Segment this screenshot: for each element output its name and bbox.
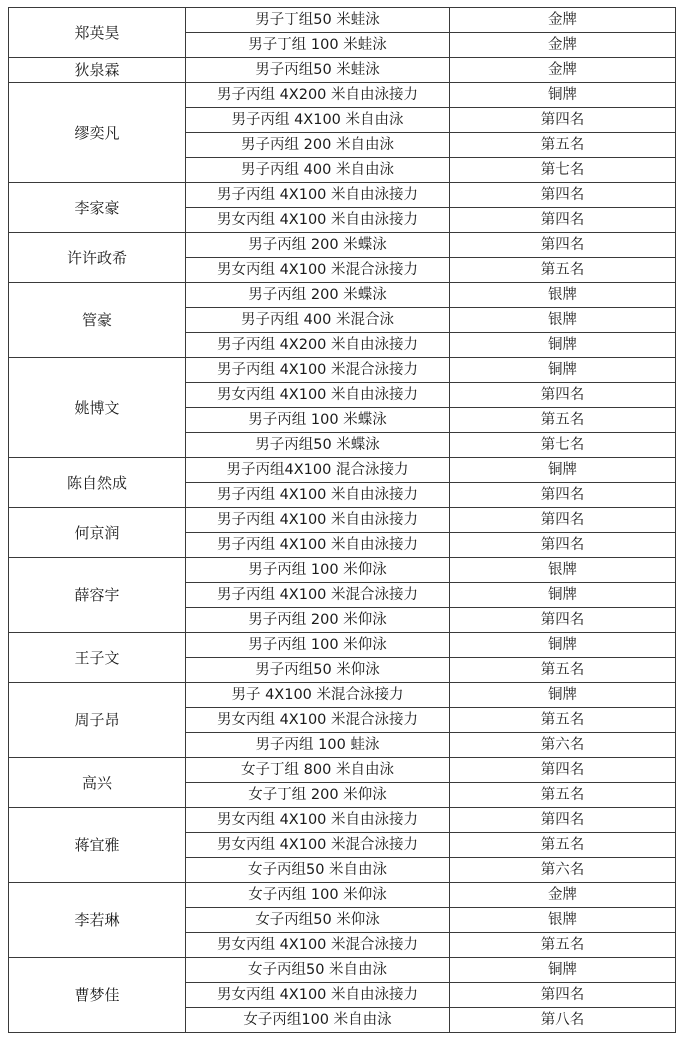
table-row xyxy=(9,58,676,83)
athlete-name: 管豪 xyxy=(9,283,186,358)
event-cell: 男子丙组 400 米自由泳 xyxy=(186,158,450,183)
event-cell: 男女丙组 4X100 米混合泳接力 xyxy=(186,708,450,733)
athlete-name: 狄泉霖 xyxy=(9,58,186,83)
event-cell: 男子丙组 4X200 米自由泳接力 xyxy=(186,333,450,358)
event-cell: 男子丙组 4X100 米自由泳 xyxy=(186,108,450,133)
event-cell: 男子丁组 100 米蛙泳 xyxy=(186,33,450,58)
table-row xyxy=(9,508,676,533)
event-cell: 男子丙组 200 米蝶泳 xyxy=(186,233,450,258)
event-cell: 男子丙组50 米蛙泳 xyxy=(186,58,450,83)
placement-cell: 第四名 xyxy=(450,383,676,408)
placement-cell: 第四名 xyxy=(450,533,676,558)
table-row xyxy=(9,558,676,583)
placement-cell: 铜牌 xyxy=(450,358,676,383)
placement-cell: 铜牌 xyxy=(450,958,676,983)
placement-cell: 第五名 xyxy=(450,408,676,433)
placement-cell: 第四名 xyxy=(450,608,676,633)
event-cell: 男女丙组 4X100 米自由泳接力 xyxy=(186,208,450,233)
placement-cell: 第四名 xyxy=(450,808,676,833)
event-cell: 男子丙组 200 米蝶泳 xyxy=(186,283,450,308)
placement-cell: 金牌 xyxy=(450,883,676,908)
placement-cell: 第四名 xyxy=(450,183,676,208)
athlete-name: 何京润 xyxy=(9,508,186,558)
athlete-name: 缪奕凡 xyxy=(9,83,186,183)
athlete-name: 高兴 xyxy=(9,758,186,808)
table-row xyxy=(9,958,676,983)
event-cell: 男子丙组 100 米仰泳 xyxy=(186,633,450,658)
athlete-name: 陈自然成 xyxy=(9,458,186,508)
event-cell: 男子丙组 4X100 米混合泳接力 xyxy=(186,583,450,608)
event-cell: 女子丁组 800 米自由泳 xyxy=(186,758,450,783)
event-cell: 男子丙组 100 蛙泳 xyxy=(186,733,450,758)
placement-cell: 第六名 xyxy=(450,733,676,758)
placement-cell: 第六名 xyxy=(450,858,676,883)
event-cell: 男子丙组50 米仰泳 xyxy=(186,658,450,683)
athlete-name: 曹梦佳 xyxy=(9,958,186,1033)
athlete-name: 郑英昊 xyxy=(9,8,186,58)
event-cell: 男子丙组50 米蝶泳 xyxy=(186,433,450,458)
placement-cell: 银牌 xyxy=(450,908,676,933)
placement-cell: 第四名 xyxy=(450,108,676,133)
event-cell: 女子丙组50 米自由泳 xyxy=(186,958,450,983)
athlete-name: 许许政希 xyxy=(9,233,186,283)
event-cell: 女子丙组50 米自由泳 xyxy=(186,858,450,883)
table-row xyxy=(9,283,676,308)
placement-cell: 银牌 xyxy=(450,558,676,583)
event-cell: 男子丙组 200 米自由泳 xyxy=(186,133,450,158)
placement-cell: 铜牌 xyxy=(450,583,676,608)
placement-cell: 第四名 xyxy=(450,758,676,783)
event-cell: 男子 4X100 米混合泳接力 xyxy=(186,683,450,708)
event-cell: 男子丁组50 米蛙泳 xyxy=(186,8,450,33)
event-cell: 男子丙组 200 米仰泳 xyxy=(186,608,450,633)
athlete-name: 姚博文 xyxy=(9,358,186,458)
athlete-name: 李若琳 xyxy=(9,883,186,958)
placement-cell: 第五名 xyxy=(450,658,676,683)
event-cell: 男女丙组 4X100 米自由泳接力 xyxy=(186,383,450,408)
event-cell: 男子丙组 100 米仰泳 xyxy=(186,558,450,583)
table-row xyxy=(9,358,676,383)
results-table xyxy=(8,7,676,1033)
event-cell: 男子丙组 4X100 米自由泳接力 xyxy=(186,183,450,208)
placement-cell: 第四名 xyxy=(450,483,676,508)
placement-cell: 金牌 xyxy=(450,58,676,83)
event-cell: 男女丙组 4X100 米混合泳接力 xyxy=(186,933,450,958)
placement-cell: 第五名 xyxy=(450,933,676,958)
placement-cell: 铜牌 xyxy=(450,633,676,658)
athlete-name: 蒋宜雅 xyxy=(9,808,186,883)
placement-cell: 铜牌 xyxy=(450,683,676,708)
event-cell: 男子丙组4X100 混合泳接力 xyxy=(186,458,450,483)
placement-cell: 第四名 xyxy=(450,508,676,533)
placement-cell: 第五名 xyxy=(450,783,676,808)
table-row xyxy=(9,183,676,208)
athlete-name: 周子昂 xyxy=(9,683,186,758)
placement-cell: 银牌 xyxy=(450,308,676,333)
table-row xyxy=(9,233,676,258)
placement-cell: 第五名 xyxy=(450,833,676,858)
placement-cell: 铜牌 xyxy=(450,83,676,108)
placement-cell: 第七名 xyxy=(450,433,676,458)
table-row xyxy=(9,83,676,108)
athlete-name: 薛容宇 xyxy=(9,558,186,633)
athlete-name: 王子文 xyxy=(9,633,186,683)
athlete-name: 李家豪 xyxy=(9,183,186,233)
event-cell: 男女丙组 4X100 米混合泳接力 xyxy=(186,258,450,283)
event-cell: 男子丙组 4X100 米混合泳接力 xyxy=(186,358,450,383)
placement-cell: 第五名 xyxy=(450,708,676,733)
table-row xyxy=(9,808,676,833)
results-body xyxy=(9,8,676,1033)
placement-cell: 第四名 xyxy=(450,233,676,258)
table-row xyxy=(9,758,676,783)
event-cell: 女子丙组 100 米仰泳 xyxy=(186,883,450,908)
table-row xyxy=(9,633,676,658)
event-cell: 男子丙组 100 米蝶泳 xyxy=(186,408,450,433)
event-cell: 男女丙组 4X100 米自由泳接力 xyxy=(186,983,450,1008)
placement-cell: 金牌 xyxy=(450,8,676,33)
event-cell: 男子丙组 4X100 米自由泳接力 xyxy=(186,508,450,533)
table-row xyxy=(9,683,676,708)
event-cell: 女子丁组 200 米仰泳 xyxy=(186,783,450,808)
placement-cell: 银牌 xyxy=(450,283,676,308)
event-cell: 男女丙组 4X100 米混合泳接力 xyxy=(186,833,450,858)
table-row xyxy=(9,458,676,483)
placement-cell: 第五名 xyxy=(450,133,676,158)
table-row xyxy=(9,883,676,908)
placement-cell: 第四名 xyxy=(450,208,676,233)
placement-cell: 金牌 xyxy=(450,33,676,58)
event-cell: 男子丙组 4X100 米自由泳接力 xyxy=(186,483,450,508)
placement-cell: 铜牌 xyxy=(450,333,676,358)
event-cell: 男子丙组 4X100 米自由泳接力 xyxy=(186,533,450,558)
event-cell: 男子丙组 400 米混合泳 xyxy=(186,308,450,333)
event-cell: 男子丙组 4X200 米自由泳接力 xyxy=(186,83,450,108)
event-cell: 男女丙组 4X100 米自由泳接力 xyxy=(186,808,450,833)
event-cell: 女子丙组100 米自由泳 xyxy=(186,1008,450,1033)
placement-cell: 第七名 xyxy=(450,158,676,183)
event-cell: 女子丙组50 米仰泳 xyxy=(186,908,450,933)
placement-cell: 铜牌 xyxy=(450,458,676,483)
table-row xyxy=(9,8,676,33)
placement-cell: 第五名 xyxy=(450,258,676,283)
placement-cell: 第四名 xyxy=(450,983,676,1008)
placement-cell: 第八名 xyxy=(450,1008,676,1033)
